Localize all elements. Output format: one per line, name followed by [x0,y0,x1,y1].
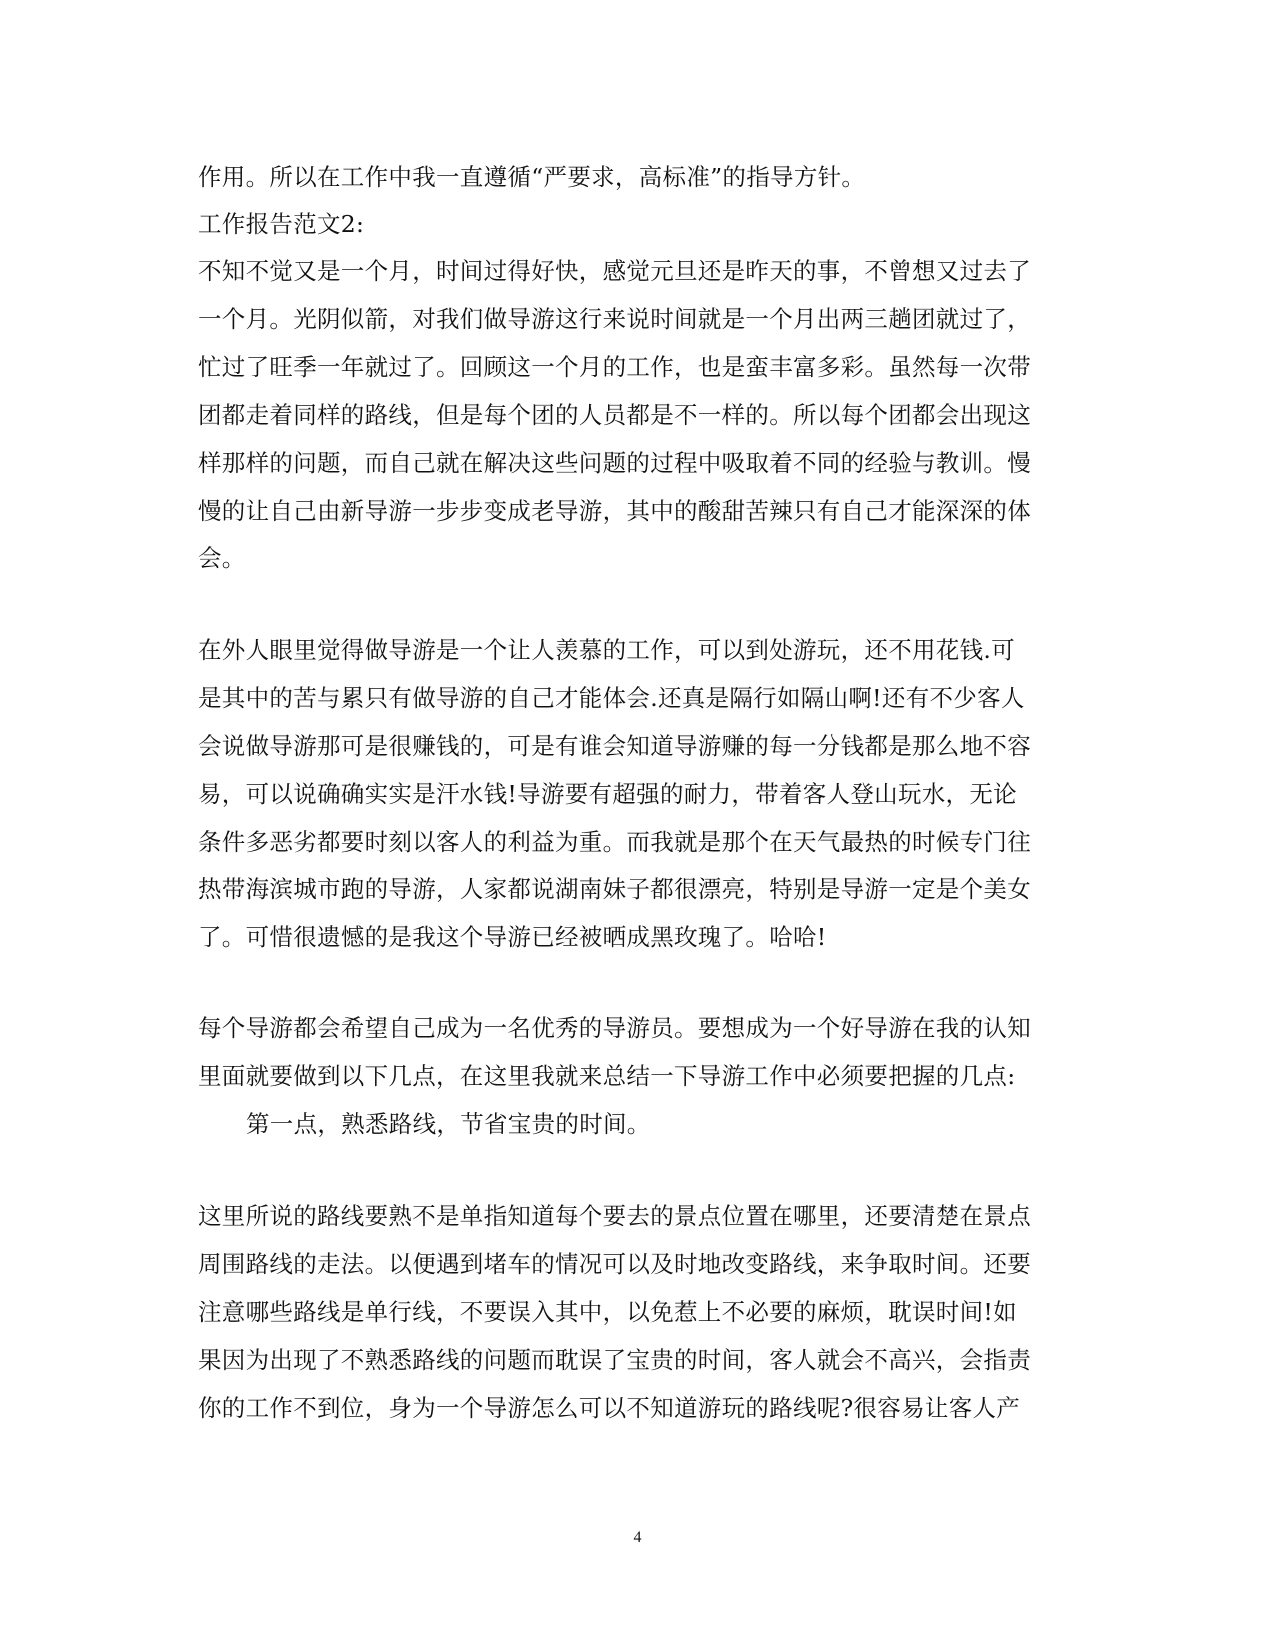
text-line: 这里所说的路线要熟不是单指知道每个要去的景点位置在哪里，还要清楚在景点 [198,1202,1031,1230]
text-line: 作用。所以在工作中我一直遵循“严要求，高标准”的指导方针。 [198,163,866,191]
text-line: 热带海滨城市跑的导游，人家都说湖南妹子都很漂亮，特别是导游一定是个美女 [198,875,1031,903]
text-line: 每个导游都会希望自己成为一名优秀的导游员。要想成为一个好导游在我的认知 [198,1014,1031,1042]
text-line: 一个月。光阴似箭，对我们做导游这行来说时间就是一个月出两三趟团就过了， [198,305,1031,333]
text-line: 会。 [198,544,246,572]
text-line: 是其中的苦与累只有做导游的自己才能体会.还真是隔行如隔山啊!还有不少客人 [198,684,1025,712]
text-line: 了。可惜很遗憾的是我这个导游已经被晒成黑玫瑰了。哈哈! [198,923,827,951]
page-number: 4 [633,1529,642,1546]
text-line: 周围路线的走法。以便遇到堵车的情况可以及时地改变路线，来争取时间。还要 [198,1250,1031,1278]
text-line: 果因为出现了不熟悉路线的问题而耽误了宝贵的时间，客人就会不高兴，会指责 [198,1346,1031,1374]
text-line: 条件多恶劣都要时刻以客人的利益为重。而我就是那个在天气最热的时候专门往 [198,828,1031,856]
text-line: 样那样的问题，而自己就在解决这些问题的过程中吸取着不同的经验与教训。慢 [198,449,1031,477]
text-line: 忙过了旺季一年就过了。回顾这一个月的工作，也是蛮丰富多彩。虽然每一次带 [198,353,1031,381]
text-line: 在外人眼里觉得做导游是一个让人羡慕的工作，可以到处游玩，还不用花钱.可 [198,636,1015,664]
list-point: 第一点，熟悉路线，节省宝贵的时间。 [246,1110,651,1138]
text-line: 你的工作不到位，身为一个导游怎么可以不知道游玩的路线呢?很容易让客人产 [198,1394,1021,1422]
text-line: 慢的让自己由新导游一步步变成老导游，其中的酸甜苦辣只有自己才能深深的体 [198,497,1031,525]
text-line: 易，可以说确确实实是汗水钱!导游要有超强的耐力，带着客人登山玩水，无论 [198,780,1017,808]
text-line: 不知不觉又是一个月，时间过得好快，感觉元旦还是昨天的事，不曾想又过去了 [198,257,1031,285]
text-line: 注意哪些路线是单行线，不要误入其中，以免惹上不必要的麻烦，耽误时间!如 [198,1298,1017,1326]
text-line: 团都走着同样的路线，但是每个团的人员都是不一样的。所以每个团都会出现这 [198,401,1031,429]
text-line: 会说做导游那可是很赚钱的，可是有谁会知道导游赚的每一分钱都是那么地不容 [198,732,1031,760]
section-heading: 工作报告范文2: [198,210,365,238]
text-line: 里面就要做到以下几点，在这里我就来总结一下导游工作中必须要把握的几点: [198,1062,1016,1090]
